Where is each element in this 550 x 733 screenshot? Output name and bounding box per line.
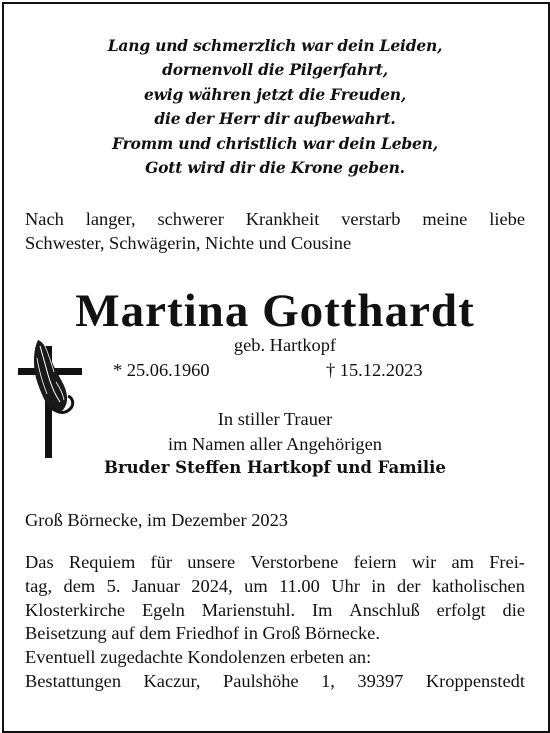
poem-line: die der Herr dir aufbewahrt. (154, 109, 396, 129)
word: erfolgt (436, 599, 486, 620)
word: die (502, 599, 525, 620)
word: feiern (353, 552, 397, 572)
word: Egeln (141, 599, 185, 620)
mourning-line: In stiller Trauer (217, 409, 333, 429)
mourning-line: im Namen aller Angehörigen (168, 433, 382, 454)
place-date: Groß Börnecke, im Dezember 2023 (25, 510, 289, 530)
requiem-line-6 (25, 670, 525, 694)
intro-text (25, 207, 525, 255)
word: 1, (321, 670, 335, 691)
word: Anschluß (349, 599, 420, 620)
word: Uhr (331, 575, 360, 596)
word: 5. (106, 575, 121, 596)
word: meine (422, 209, 468, 229)
requiem-line-3 (25, 599, 525, 623)
death-date: † 15.12.2023 (326, 360, 423, 380)
word: dem (63, 575, 96, 596)
requiem-text (25, 551, 525, 694)
word: Marienstuhl. (201, 599, 296, 620)
word: Klosterkirche (25, 599, 126, 620)
requiem-line-1 (25, 551, 525, 575)
word: Januar (131, 575, 180, 596)
word: katholischen (431, 575, 525, 596)
word: 39397 (357, 670, 404, 691)
word: verstarb (341, 209, 401, 229)
family-signature: Bruder Steffen Hartkopf und Familie (104, 458, 446, 477)
word: Frei- (489, 552, 525, 572)
poem-line: Gott wird dir die Krone geben. (145, 158, 405, 178)
deceased-name: Martina Gotthardt (75, 285, 475, 337)
poem-line: Fromm und christlich war dein Leben, (112, 133, 438, 153)
poem-line: Lang und schmerzlich war dein Leiden, (107, 36, 443, 55)
word: Krankheit (245, 209, 320, 229)
intro-line-1 (25, 207, 525, 231)
word: Kroppenstedt (425, 670, 525, 691)
mourning-block (0, 407, 550, 481)
word: Bestattungen (25, 670, 122, 691)
requiem-line-5: Eventuell zugedachte Kondolenzen erbeten an: (25, 647, 372, 668)
word: 2024, (191, 575, 233, 596)
word: Kaczur, (143, 670, 201, 691)
word: Im (312, 599, 333, 620)
word: liebe (489, 209, 525, 229)
poem-line: dornenvoll die Pilgerfahrt, (162, 60, 388, 80)
birth-date: * 25.06.1960 (113, 360, 210, 380)
word: Verstorbene (250, 552, 339, 572)
maiden-name: geb. Hartkopf (233, 335, 337, 355)
word: langer, (85, 209, 136, 229)
word: um (244, 575, 268, 596)
word: am (451, 552, 474, 572)
word: der (397, 575, 421, 596)
intro-line-2: Schwester, Schwägerin, Nichte und Cousine (25, 233, 352, 253)
word: unsere (187, 552, 236, 572)
word: schwerer (157, 209, 224, 229)
word: Requiem (68, 552, 136, 572)
word: Das (25, 552, 54, 572)
poem (0, 34, 550, 180)
word: tag, (25, 575, 53, 596)
word: wir (411, 552, 437, 572)
requiem-line-4: Beisetzung auf dem Friedhof in Groß Börnecke. (25, 623, 380, 644)
word: Paulshöhe (222, 670, 299, 691)
word: in (371, 575, 386, 596)
poem-line: ewig währen jetzt die Freuden, (143, 84, 407, 104)
requiem-line-2 (25, 575, 525, 599)
word: für (150, 552, 172, 572)
word: Nach (25, 209, 64, 229)
word: 11.00 (279, 575, 320, 596)
